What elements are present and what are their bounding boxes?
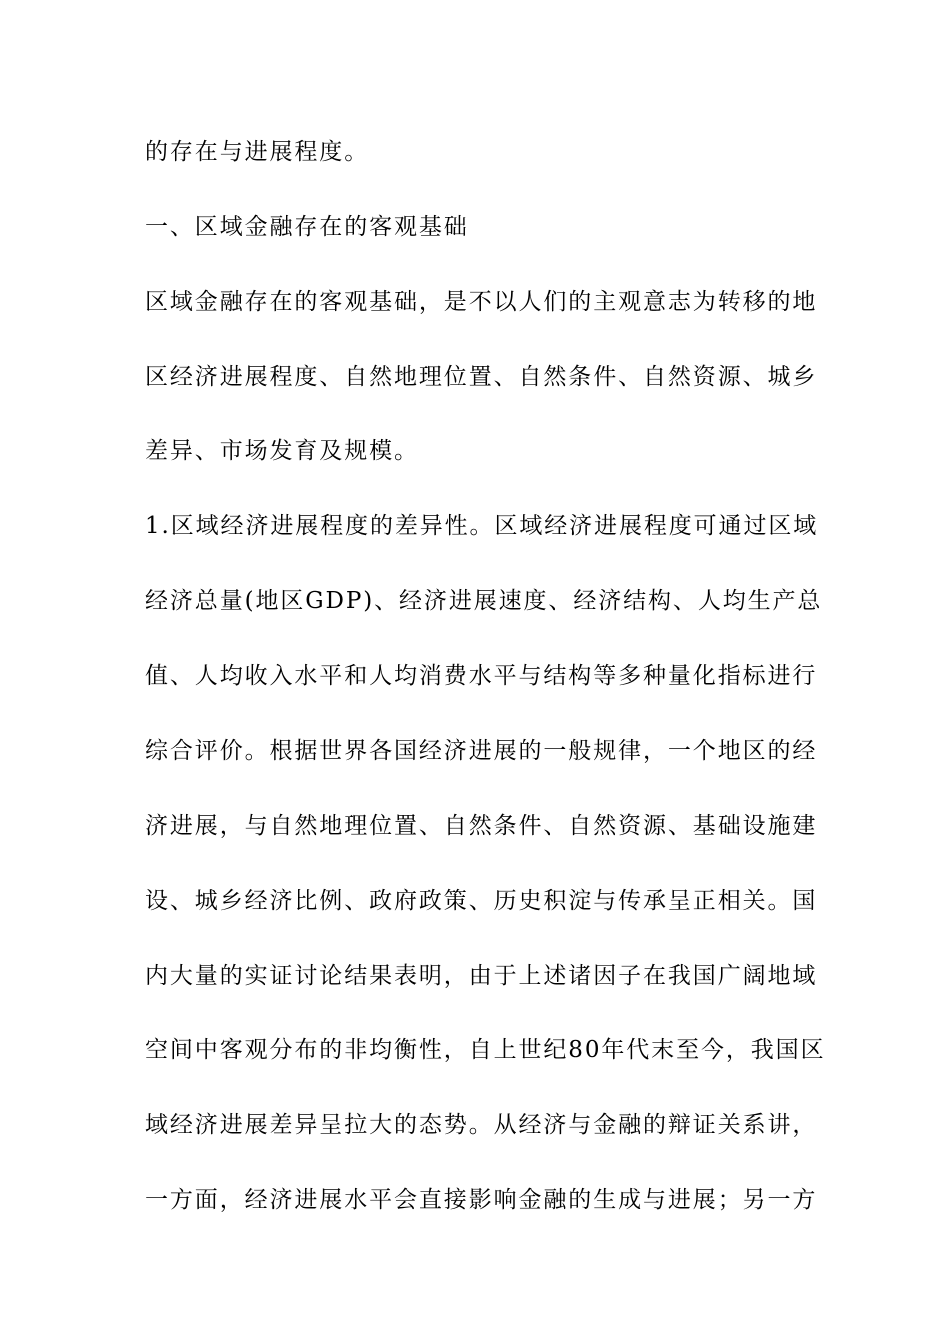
text-line: 差异、市场发育及规模。 [145,438,419,464]
text-line: 区域金融存在的客观基础，是不以人们的主观意志为转移的地 [145,289,818,315]
text-line: 区经济进展程度、自然地理位置、自然条件、自然资源、城乡 [145,364,818,390]
text-line: 空间中客观分布的非均衡性，自上世纪80年代末至今，我国区 [145,1037,826,1063]
text-line: 经济总量(地区GDP)、经济进展速度、经济结构、人均生产总 [145,588,823,614]
text-line: 的存在与进展程度。 [145,139,370,165]
text-line: 内大量的实证讨论结果表明，由于上述诸因子在我国广阔地域 [145,963,818,989]
text-line: 域经济进展差异呈拉大的态势。从经济与金融的辩证关系讲， [145,1112,818,1138]
section-heading: 一、区域金融存在的客观基础 [145,214,469,240]
text-line: 1.区域经济进展程度的差异性。区域经济进展程度可通过区域 [145,513,819,539]
text-line: 设、城乡经济比例、政府政策、历史积淀与传承呈正相关。国 [145,888,818,914]
text-line: 综合评价。根据世界各国经济进展的一般规律，一个地区的经 [145,738,818,764]
text-line: 值、人均收入水平和人均消费水平与结构等多种量化指标进行 [145,663,818,689]
text-line: 一方面，经济进展水平会直接影响金融的生成与进展；另一方 [145,1187,818,1213]
text-line: 济进展，与自然地理位置、自然条件、自然资源、基础设施建 [145,813,818,839]
